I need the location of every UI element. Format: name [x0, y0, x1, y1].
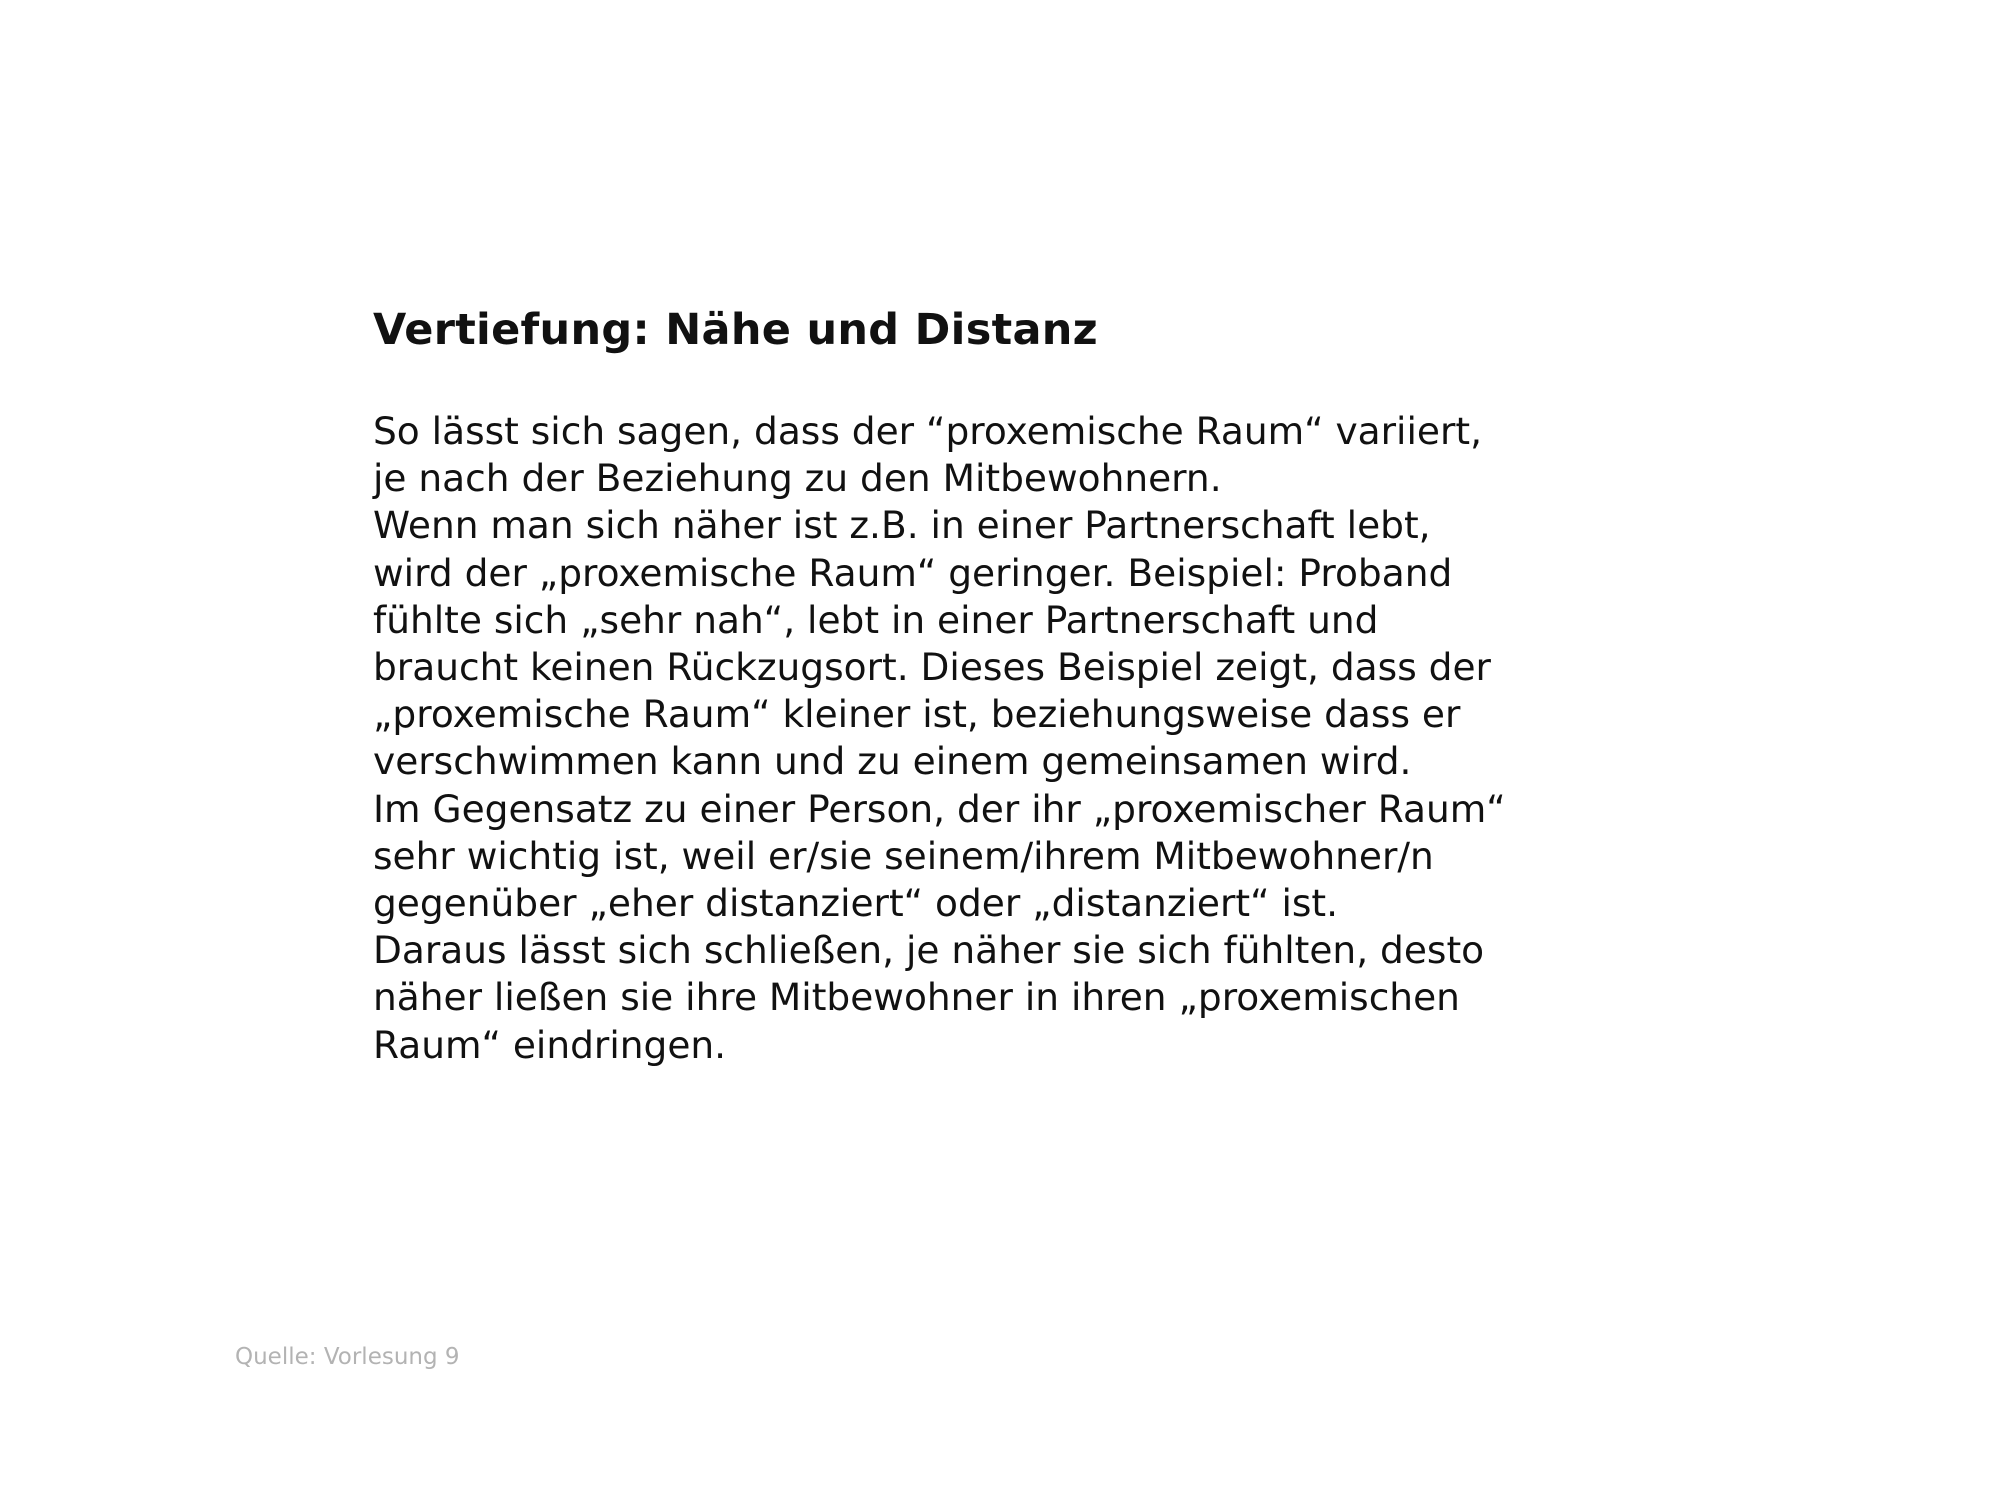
body-line: Im Gegensatz zu einer Person, der ihr „proxemischer Raum“	[373, 786, 1506, 831]
slide-body-text	[373, 408, 1506, 1069]
slide-title: Vertiefung: Nähe und Distanz	[373, 305, 1098, 355]
body-line: Wenn man sich näher ist z.B. in einer Partnerschaft lebt,	[373, 503, 1431, 548]
body-line: „proxemische Raum“ kleiner ist, beziehungsweise dass er	[373, 692, 1461, 737]
body-line: Daraus lässt sich schließen, je näher sie sich fühlten, desto	[373, 928, 1485, 973]
body-line: je nach der Beziehung zu den Mitbewohnern.	[373, 456, 1222, 501]
body-line: gegenüber „eher distanziert“ oder „distanziert“ ist.	[373, 881, 1339, 926]
body-line: verschwimmen kann und zu einem gemeinsamen wird.	[373, 739, 1412, 784]
body-line: fühlte sich „sehr nah“, lebt in einer Partnerschaft und	[373, 597, 1379, 642]
body-line: So lässt sich sagen, dass der “proxemische Raum“ variiert,	[373, 409, 1482, 453]
body-line: Raum“ eindringen.	[373, 1022, 727, 1067]
body-line: näher ließen sie ihre Mitbewohner in ihren „proxemischen	[373, 975, 1460, 1020]
body-line: wird der „proxemische Raum“ geringer. Beispiel: Proband	[373, 550, 1453, 595]
source-note: Quelle: Vorlesung 9	[235, 1344, 460, 1370]
body-line: braucht keinen Rückzugsort. Dieses Beispiel zeigt, dass der	[373, 645, 1491, 690]
body-line: sehr wichtig ist, weil er/sie seinem/ihrem Mitbewohner/n	[373, 833, 1434, 878]
